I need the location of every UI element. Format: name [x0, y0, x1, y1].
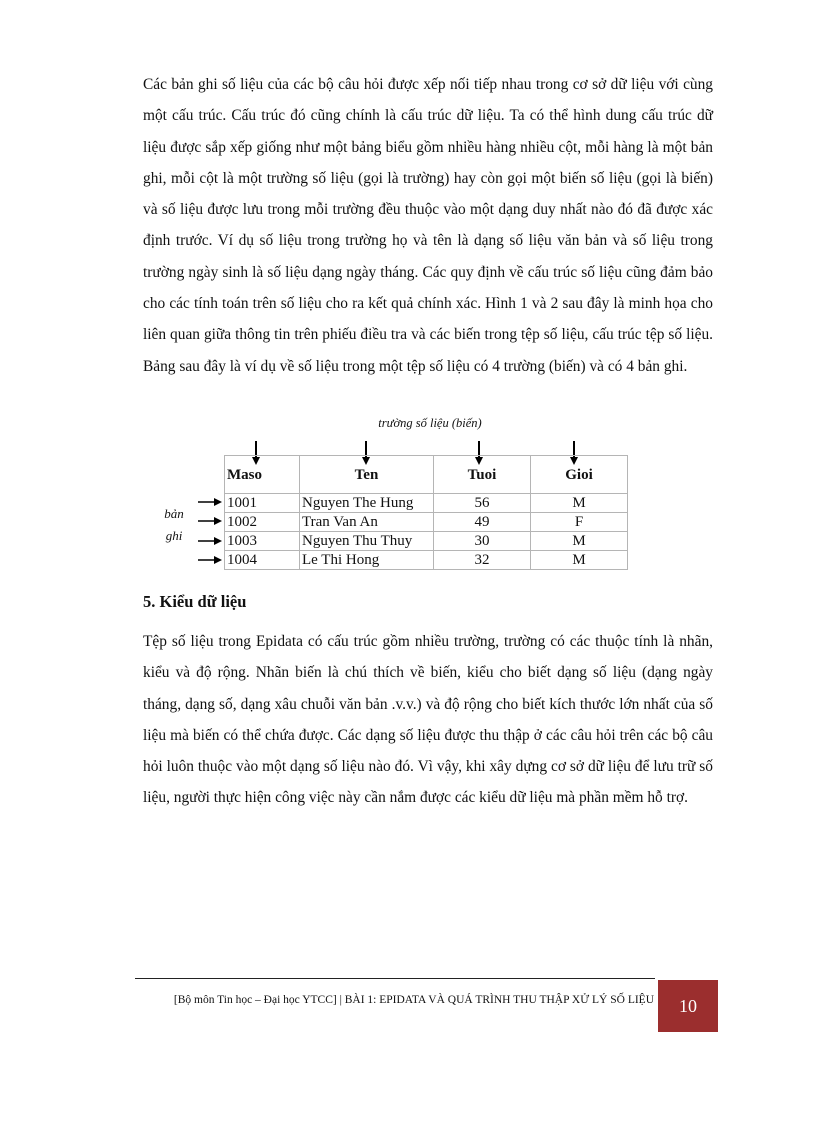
record-caption-line2: ghi — [165, 528, 183, 543]
header-maso: Maso — [225, 456, 300, 494]
table-row — [225, 532, 628, 551]
table-header-row — [225, 456, 628, 494]
intro-paragraph: Các bản ghi số liệu của các bộ câu hỏi được xếp nối tiếp nhau trong cơ sở dữ liệu với cùng một cấu trúc. Cấu trúc đó cũng chính là cấu trúc dữ liệu. Ta có thể hình dung cấu trúc dữ liệu được sắp xếp giống như một bảng biểu gồm nhiều hàng nhiều cột, mỗi hàng là một bản ghi, mỗi cột là một trường số liệu (gọi là trường) hay còn gọi một biến số liệu (gọi là biến) và số liệu được lưu trong mỗi trường đều thuộc vào một dạng duy nhất nào đó đã được xác định trước. Ví dụ số liệu trong trường họ và tên là dạng số liệu văn bản và số liệu trong trường ngày sinh là số liệu dạng ngày tháng. Các quy định về cấu trúc số liệu cũng đảm bảo cho các tính toán trên số liệu cho ra kết quả chính xác. Hình 1 và 2 sau đây là minh họa cho liên quan giữa thông tin trên phiếu điều tra và các biến trong tệp số liệu, cấu trúc tệp số liệu. Bảng sau đây là ví dụ về số liệu trong một tệp số liệu có 4 trường (biến) và có 4 bản ghi. — [143, 76, 713, 375]
header-gioi: Gioi — [531, 456, 628, 494]
cell-gioi: M — [531, 494, 628, 513]
cell-gioi: F — [531, 513, 628, 532]
footer-divider — [135, 978, 655, 979]
field-caption: trường số liệu (biến) — [378, 416, 482, 430]
cell-ten: Tran Van An — [300, 513, 434, 532]
cell-maso: 1002 — [225, 513, 300, 532]
cell-gioi: M — [531, 532, 628, 551]
cell-maso: 1004 — [225, 551, 300, 570]
cell-ten: Nguyen Thu Thuy — [300, 532, 434, 551]
page-number: 10 — [679, 995, 697, 1016]
header-ten: Ten — [300, 456, 434, 494]
cell-tuoi: 32 — [434, 551, 531, 570]
cell-tuoi: 56 — [434, 494, 531, 513]
header-tuoi: Tuoi — [434, 456, 531, 494]
table-row — [225, 494, 628, 513]
table-row — [225, 513, 628, 532]
cell-ten: Nguyen The Hung — [300, 494, 434, 513]
cell-tuoi: 30 — [434, 532, 531, 551]
table-row — [225, 551, 628, 570]
cell-maso: 1003 — [225, 532, 300, 551]
cell-gioi: M — [531, 551, 628, 570]
footer-text: [Bộ môn Tin học – Đại học YTCC] | BÀI 1: EPIDATA VÀ QUÁ TRÌNH THU THẬP XỬ LÝ SỐ LIỆU — [173, 994, 654, 1006]
page-number-box — [658, 980, 718, 1032]
record-caption — [154, 503, 194, 547]
cell-ten: Le Thi Hong — [300, 551, 434, 570]
cell-maso: 1001 — [225, 494, 300, 513]
example-data-table — [224, 455, 628, 570]
section-heading: 5. Kiểu dữ liệu — [143, 592, 247, 611]
record-caption-line1: bản — [164, 506, 184, 521]
cell-tuoi: 49 — [434, 513, 531, 532]
section-paragraph: Tệp số liệu trong Epidata có cấu trúc gồm nhiều trường, trường có các thuộc tính là nhãn, kiểu và độ rộng. Nhãn biến là chú thích về biến, kiểu cho biết dạng số liệu (dạng ngày tháng, dạng số, dạng xâu chuỗi văn bản .v.v.) và độ rộng cho biết kích thước lớn nhất của số liệu mà biến có thể chứa được. Các dạng số liệu được thu thập ở các câu hỏi trên các bộ câu hỏi luôn thuộc vào một dạng số liệu nào đó. Vì vậy, khi xây dựng cơ sở dữ liệu để lưu trữ số liệu, người thực hiện công việc này cần nắm được các kiểu dữ liệu mà phần mềm hỗ trợ. — [143, 633, 713, 807]
